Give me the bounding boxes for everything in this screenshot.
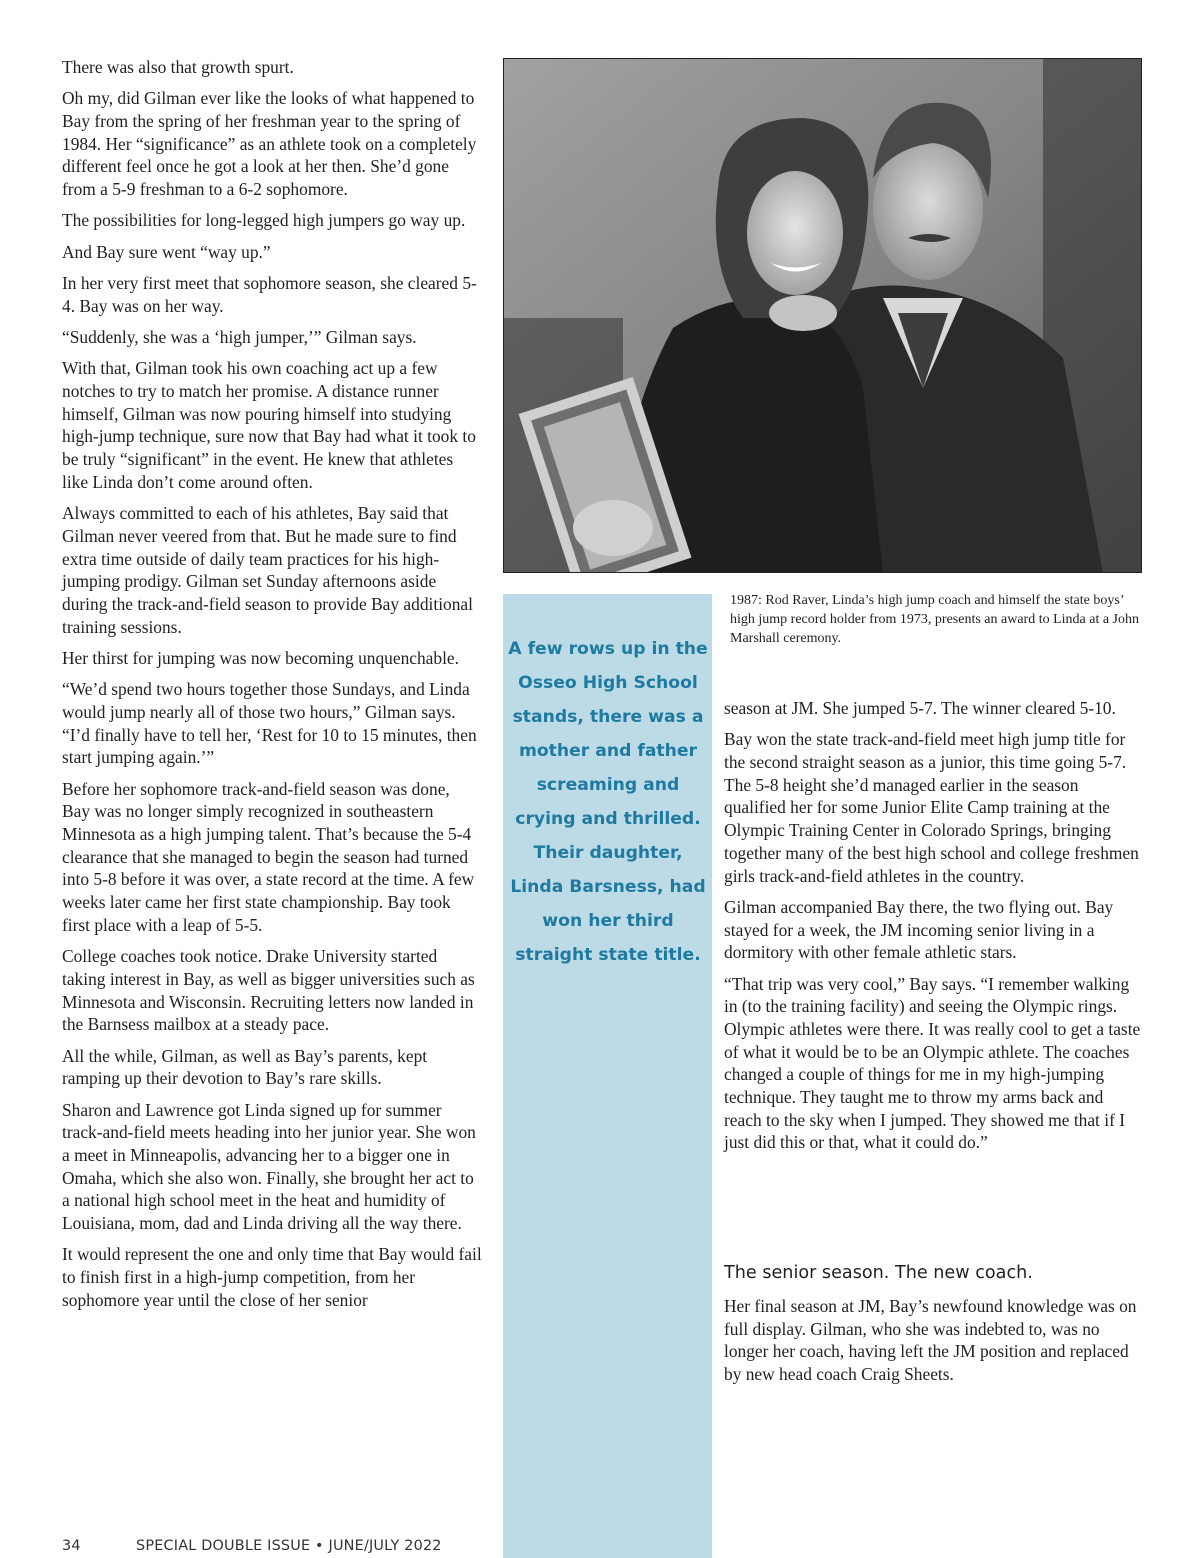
paragraph: Her thirst for jumping was now becoming unquenchable. bbox=[62, 647, 459, 668]
paragraph: In her very first meet that sophomore season, she cleared 5-4. Bay was on her way. bbox=[62, 273, 477, 316]
page-number: 34 bbox=[62, 1538, 81, 1554]
section-subhead: The senior season. The new coach. bbox=[724, 1263, 1033, 1283]
article-photo bbox=[503, 58, 1142, 573]
paragraph: It would represent the one and only time that Bay would fail to finish first in a high-jump competition, from her sophomore year until the close of her senior bbox=[62, 1244, 482, 1310]
photo-illustration bbox=[503, 58, 1142, 573]
paragraph: Before her sophomore track-and-field season was done, Bay was no longer simply recognized in southeastern Minnesota as a high jumping talent. That’s because the 5-4 clearance that she managed to begin the season had turned into 5-8 before it was over, a state record at the time. A few weeks later came her first state championship. Bay took first place with a leap of 5-5. bbox=[62, 778, 475, 935]
photo-caption: 1987: Rod Raver, Linda’s high jump coach and himself the state boys’ high jump record holder from 1973, presents an award to Linda at a John Marshall ceremony. bbox=[730, 593, 1140, 646]
paragraph: Sharon and Lawrence got Linda signed up for summer track-and-field meets heading into her junior year. She won a meet in Minneapolis, advancing her to a bigger one in Omaha, which she also won. Finally, she brought her act to a national high school meet in the heat and humidity of Louisiana, mom, dad and Linda driving all the way there. bbox=[62, 1099, 476, 1234]
article-right-column bbox=[724, 697, 1144, 1163]
paragraph: And Bay sure went “way up.” bbox=[62, 241, 271, 262]
paragraph: Her final season at JM, Bay’s newfound knowledge was on full display. Gilman, who she was indebted to, was no longer her coach, having left the JM position and replaced by new head coach Craig Sheets. bbox=[724, 1296, 1137, 1385]
paragraph: “Suddenly, she was a ‘high jumper,’” Gilman says. bbox=[62, 327, 417, 347]
article-right-column-continued bbox=[724, 1295, 1144, 1394]
issue-label: SPECIAL DOUBLE ISSUE • JUNE/JULY 2022 bbox=[136, 1538, 442, 1554]
paragraph: season at JM. She jumped 5-7. The winner cleared 5-10. bbox=[724, 698, 1116, 718]
paragraph: “That trip was very cool,” Bay says. “I remember walking in (to the training facility) and seeing the Olympic rings. Olympic athletes were there. It was really cool to get a taste of what it would be to be an Olympic athlete. The coaches changed a couple of things for me in my high-jumping technique. They taught me to throw my arms back and reach to the sky when I jumped. They showed me that if I just did this or that, what it could do.” bbox=[724, 973, 1141, 1153]
paragraph: Gilman accompanied Bay there, the two flying out. Bay stayed for a week, the JM incoming senior living in a dormitory with other female athletic stars. bbox=[724, 896, 1114, 963]
paragraph: There was also that growth spurt. bbox=[62, 57, 294, 77]
paragraph: College coaches took notice. Drake University started taking interest in Bay, as well as bigger universities such as Minnesota and Wisconsin. Recruiting letters now landed in the Barnsess mailbox at a steady pace. bbox=[62, 946, 475, 1035]
article-left-column bbox=[62, 56, 482, 1320]
paragraph: Bay won the state track-and-field meet high jump title for the second straight season as a junior, this time going 5-7. The 5-8 height she’d managed earlier in the season qualified her for some Junior Elite Camp training at the Olympic Training Center in Colorado Springs, bringing together many of the best high school and college freshmen girls track-and-field athletes in the country. bbox=[724, 729, 1139, 886]
paragraph: Always committed to each of his athletes, Bay said that Gilman never veered from that. But he made sure to find extra time outside of daily team practices for his high-jumping prodigy. Gilman set Sunday afternoons aside during the track-and-field season to provide Bay additional training sessions. bbox=[62, 503, 473, 637]
paragraph: Oh my, did Gilman ever like the looks of what happened to Bay from the spring of her freshman year to the spring of 1984. Her “significance” as an athlete took on a completely different feel once he got a look at her then. She’d gone from a 5-9 freshman to a 6-2 sophomore. bbox=[62, 88, 477, 200]
paragraph: With that, Gilman took his own coaching act up a few notches to try to match her promise. A distance runner himself, Gilman was now pouring himself into studying high-jump technique, sure now that Bay had what it took to be truly “significant” in the event. He knew that athletes like Linda don’t come around often. bbox=[62, 358, 476, 492]
page-footer bbox=[62, 1538, 442, 1554]
paragraph: The possibilities for long-legged high jumpers go way up. bbox=[62, 210, 466, 231]
paragraph: All the while, Gilman, as well as Bay’s parents, kept ramping up their devotion to Bay’s rare skills. bbox=[62, 1045, 428, 1089]
pull-quote: A few rows up in the Osseo High School stands, there was a mother and father screaming and crying and thrilled. Their daughter, Linda Barsness, had won her third straight state title. bbox=[508, 639, 708, 965]
paragraph: “We’d spend two hours together those Sundays, and Linda would jump nearly all of those two hours,” Gilman says. “I’d finally have to tell her, ‘Rest for 10 to 15 minutes, then start jumping again.’” bbox=[62, 679, 477, 768]
